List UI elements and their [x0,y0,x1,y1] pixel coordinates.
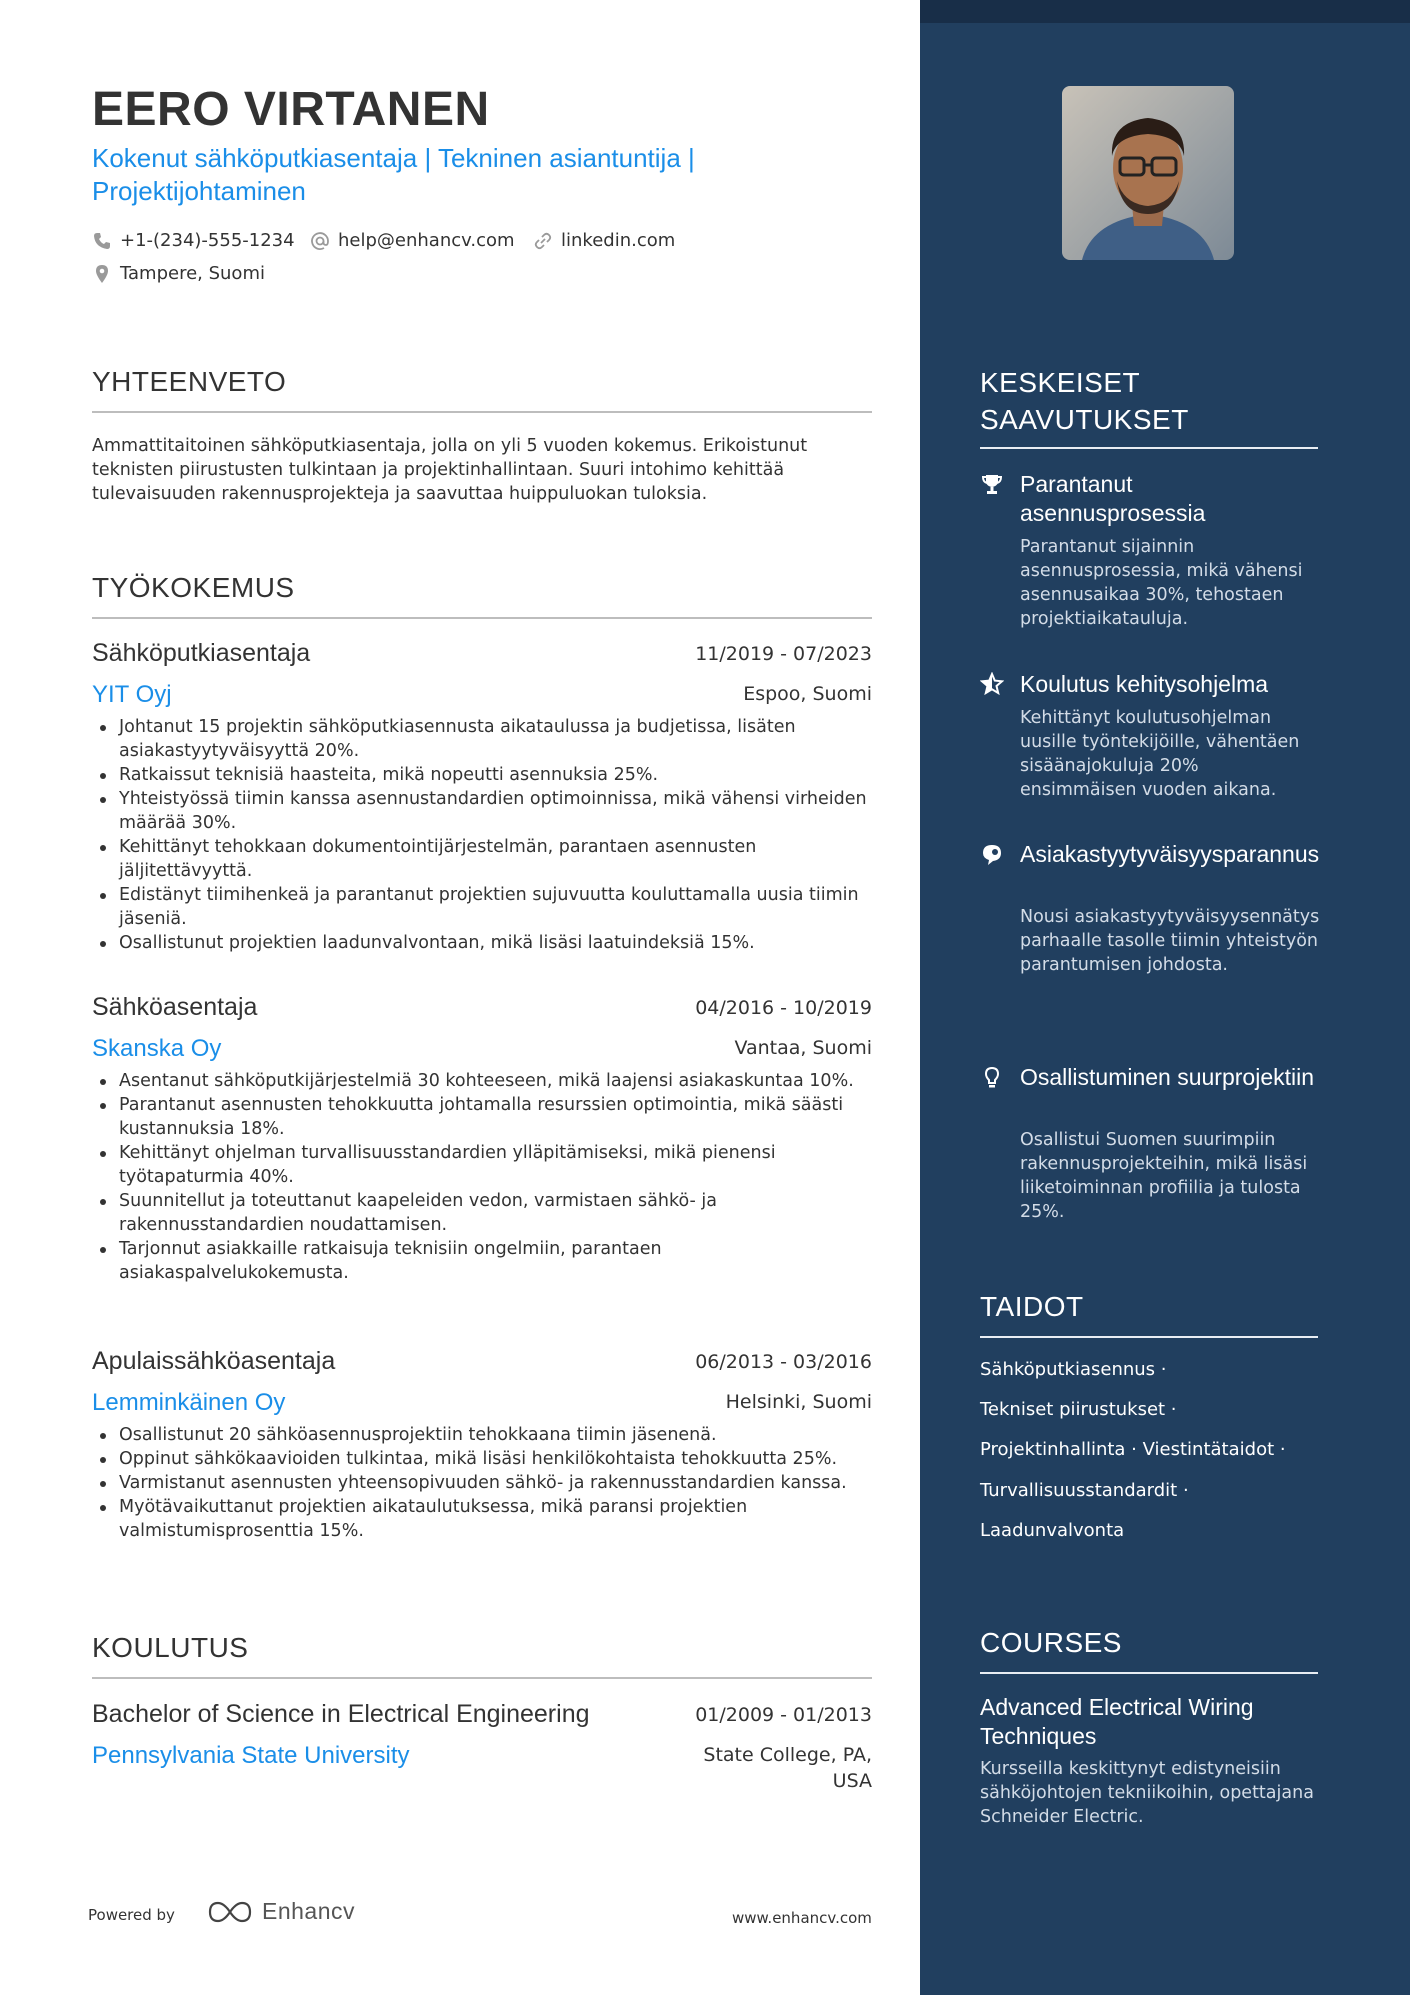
job-company[interactable]: Skanska Oy [92,1035,222,1062]
skill-item: Sähköputkiasennus · [980,1359,1167,1380]
trophy-icon [980,472,1004,496]
experience-heading: TYÖKOKEMUS [92,572,295,603]
job-dates: 06/2013 - 03/2016 [695,1351,872,1373]
contact-linkedin[interactable] [533,230,675,251]
job-location: Helsinki, Suomi [725,1391,872,1413]
skills-heading: TAIDOT [980,1291,1084,1322]
email-text: help@enhancv.com [338,230,515,251]
summary-divider [92,411,872,413]
skill-item: Projektinhallinta · Viestintätaidot · [980,1439,1286,1460]
bullet-item: Varmistanut asennusten yhteensopivuuden sähkö- ja rakennusstandardien kanssa. [92,1471,872,1495]
job-company[interactable]: Lemminkäinen Oy [92,1389,286,1416]
star-icon [980,672,1004,696]
job-location: Espoo, Suomi [743,683,872,705]
achievement-title: Parantanut asennusprosessia [1020,471,1206,526]
bullet-item: Myötävaikuttanut projektien aikataulutuksessa, mikä paransi projektien valmistumisprosenttia 15%. [92,1495,872,1543]
job-dates: 04/2016 - 10/2019 [695,997,872,1019]
bullet-item: Kehittänyt tehokkaan dokumentointijärjestelmän, parantaen asennusten jäljitettävyyttä. [92,835,872,883]
achievement-description: Osallistui Suomen suurimpiin rakennusprojekteihin, mikä lisäsi liiketoiminnan profiilia ja tulosta 25%. [1020,1130,1308,1222]
achievement-description: Kehittänyt koulutusohjelman uusille työntekijöille, vähentäen sisäänajokuluja 20% ensimmäisen vuoden aikana. [1020,708,1300,800]
education-heading: KOULUTUS [92,1632,249,1663]
location-text: Tampere, Suomi [120,263,265,284]
contact-location [92,263,265,284]
skill-item: Turvallisuusstandardit · [980,1480,1189,1501]
achievements-heading [980,364,1320,438]
bullet-item: Yhteistyössä tiimin kanssa asennustandardien optimoinnissa, mikä vähensi virheiden määrää 30%. [92,787,872,835]
education-location [572,1742,872,1794]
link-icon [533,231,553,251]
bullet-item: Johtanut 15 projektin sähköputkiasennusta aikataulussa ja budjetissa, lisäten asiakastyytyväisyyttä 20%. [92,715,872,763]
job-bullets [92,1069,872,1285]
powered-by-label: Powered by [88,1906,175,1924]
bullet-item: Parantanut asennusten tehokkuutta johtamalla resurssien optimointia, mikä säästi kustannuksia 18%. [92,1093,872,1141]
bullet-item: Edistänyt tiimihenkeä ja parantanut projektien sujuvuutta kouluttamalla uusia tiimin jäseniä. [92,883,872,931]
achievement-title: Osallistuminen suurprojektiin [1020,1064,1315,1090]
job-role: Sähköputkiasentaja [92,639,311,667]
phone-text: +1-(234)-555-1234 [120,230,295,251]
person-name: EERO VIRTANEN [92,83,490,136]
bullet-item: Suunnitellut ja toteuttanut kaapeleiden vedon, varmistaen sähkö- ja rakennusstandardien noudattamisen. [92,1189,872,1237]
courses-divider [980,1672,1318,1674]
degree-title: Bachelor of Science in Electrical Engineering [92,1700,590,1728]
headline-line-1: Kokenut sähköputkiasentaja | Tekninen asiantuntija | [92,143,695,173]
achievement-title: Asiakastyytyväisyysparannus [1020,841,1320,867]
experience-divider [92,617,872,619]
job-role: Sähköasentaja [92,993,258,1021]
job-role: Apulaissähköasentaja [92,1347,336,1375]
headline-line-2: Projektijohtaminen [92,176,306,206]
enhancv-logo-icon [206,1899,254,1925]
job-dates: 11/2019 - 07/2023 [695,643,872,665]
achievement-title: Koulutus kehitysohjelma [1020,671,1269,697]
achievement-description: Nousi asiakastyytyväisyysennätys parhaalle tasolle tiimin yhteistyön parantumisen johdosta. [1020,907,1320,975]
achievement-description: Parantanut sijainnin asennusprosessia, mikä vähensi asennusaikaa 30%, tehostaen projektiaikatauluja. [1020,537,1303,629]
education-location-line-1: State College, PA, [703,1744,872,1766]
courses-heading: COURSES [980,1627,1122,1658]
summary-text: Ammattitaitoinen sähköputkiasentaja, jolla on yli 5 vuoden kokemus. Erikoistunut teknisten piirustusten tulkintaan ja projektinhallintaan. Suuri intohimo kehittää tulevaisuuden rakennusprojekteja ja saavuttaa huippuluokan tuloksia. [92,436,808,504]
linkedin-text: linkedin.com [561,230,676,251]
job-company[interactable]: YIT Oyj [92,681,172,708]
skills-divider [980,1336,1318,1338]
education-dates: 01/2009 - 01/2013 [695,1704,872,1726]
achievements-heading-line-1: KESKEISET [980,367,1141,398]
job-location: Vantaa, Suomi [734,1037,872,1059]
bullet-item: Asentanut sähköputkijärjestelmiä 30 kohteeseen, mikä laajensi asiakaskuntaa 10%. [92,1069,872,1093]
sidebar-top-band [920,0,1410,23]
enhancv-logo-text: Enhancv [262,1898,356,1924]
achievements-divider [980,447,1318,449]
job-bullets [92,1423,872,1543]
bullet-item: Tarjonnut asiakkaille ratkaisuja teknisiin ongelmiin, parantaen asiakaspalvelukokemusta. [92,1237,872,1285]
course-description: Kursseilla keskittynyt edistyneisiin sähköjohtojen tekniikoihin, opettajana Schneider Electric. [980,1759,1314,1827]
job-bullets [92,715,872,955]
skill-item: Tekniset piirustukset · [980,1399,1177,1420]
bullet-item: Osallistunut 20 sähköasennusprojektiin tehokkaana tiimin jäsenenä. [92,1423,872,1447]
course-title: Advanced Electrical Wiring Techniques [980,1694,1254,1749]
lightbulb-icon [980,1066,1004,1090]
bullet-item: Oppinut sähkökaavioiden tulkintaa, mikä lisäsi henkilökohtaista tehokkuutta 25%. [92,1447,872,1471]
headline [92,142,812,208]
bullet-item: Ratkaissut teknisiä haasteita, mikä nopeutti asennuksia 25%. [92,763,872,787]
phone-icon [92,231,112,251]
education-divider [92,1677,872,1679]
bullet-item: Kehittänyt ohjelman turvallisuusstandardien ylläpitämiseksi, mikä pienensi työtapaturmia 40%. [92,1141,872,1189]
summary-heading: YHTEENVETO [92,366,287,397]
at-icon [310,231,330,251]
skill-item: Laadunvalvonta [980,1520,1125,1541]
profile-photo [1062,86,1234,260]
enhancv-logo[interactable] [206,1898,355,1925]
education-location-line-2: USA [832,1770,872,1792]
contact-email[interactable] [310,230,515,251]
school-name[interactable]: Pennsylvania State University [92,1742,410,1769]
speech-bubble-icon [980,843,1004,867]
bullet-item: Osallistunut projektien laadunvalvontaan, mikä lisäsi laatuindeksiä 15%. [92,931,872,955]
footer-url[interactable]: www.enhancv.com [732,1909,872,1927]
achievements-heading-line-2: SAAVUTUKSET [980,404,1189,435]
portrait-image [1062,86,1234,260]
contact-phone[interactable] [92,230,295,251]
location-pin-icon [92,264,112,284]
